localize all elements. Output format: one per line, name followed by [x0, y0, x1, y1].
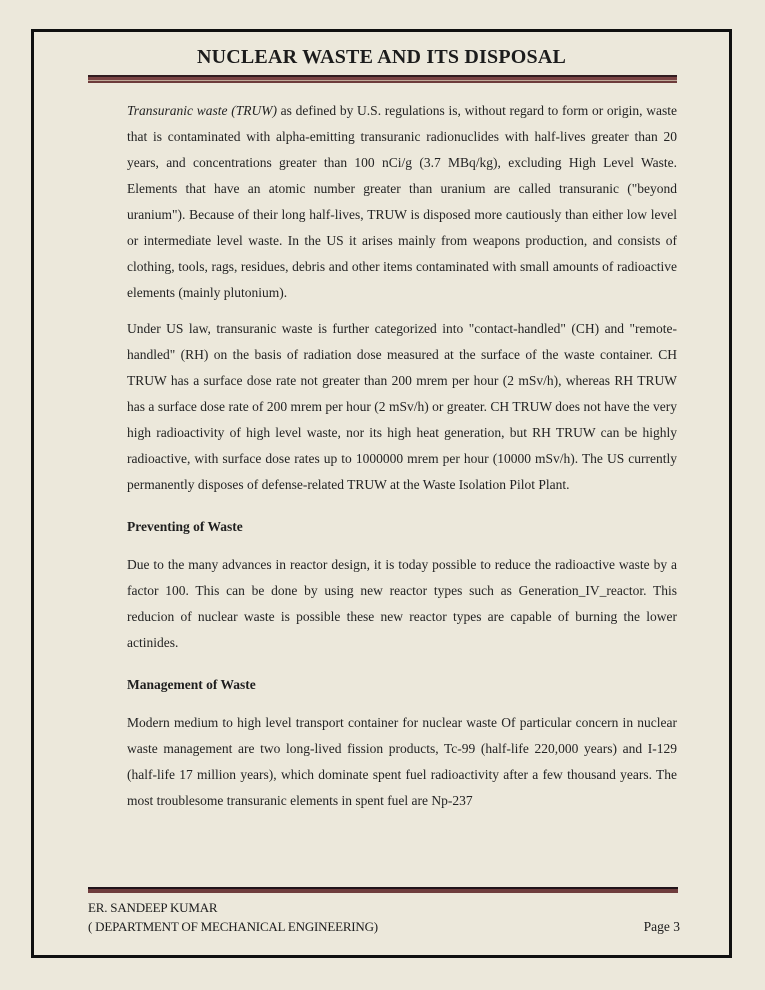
paragraph-preventing-waste: Due to the many advances in reactor design, it is today possible to reduce the radioactive waste by a factor 100. This can be done by using new reactor types such as Generation_IV_reactor. This reducion of nuclear waste is possible these new reactor types are capable of burning the lower actinides. [127, 557, 677, 650]
document-body [127, 98, 677, 814]
title-divider-rule [88, 75, 677, 84]
footer-divider-rule [88, 887, 678, 893]
page-title: NUCLEAR WASTE AND ITS DISPOSAL [196, 46, 567, 68]
footer-credits [88, 898, 378, 936]
footer-page-number: Page 3 [643, 919, 680, 934]
paragraph-management-waste: Modern medium to high level transport container for nuclear waste Of particular concern in nuclear waste management are two long-lived fission products, Tc-99 (half-life 220,000 years) and I-129 (half-life 17 million years), which dominate spent fuel radioactivity after a few thousand years. The most troublesome transuranic elements in spent fuel are Np-237 [127, 715, 677, 808]
page-border-frame [31, 29, 732, 958]
paragraph-lead-italic: Transuranic waste (TRUW) [127, 103, 277, 118]
paragraph-transuranic-definition [127, 98, 677, 306]
section-heading-management-of-waste: Management of Waste [127, 677, 256, 692]
section-heading-preventing-of-waste: Preventing of Waste [127, 519, 243, 534]
paragraph-transuranic-text: as defined by U.S. regulations is, without regard to form or origin, waste that is contaminated with alpha-emitting transuranic radionuclides with half-lives greater than 20 years, and concentrations greater than 100 nCi/g (3.7 MBq/kg), excluding High Level Waste. Elements that have an atomic number greater than uranium are called transuranic ("beyond uranium"). Because of their long half-lives, TRUW is disposed more cautiously than either low level or intermediate level waste. In the US it arises mainly from weapons production, and consists of clothing, tools, rags, residues, debris and other items contaminated with small amounts of radioactive elements (mainly plutonium). [127, 103, 677, 300]
page-footer [88, 887, 680, 936]
footer-department: ( DEPARTMENT OF MECHANICAL ENGINEERING) [88, 919, 378, 934]
paragraph-us-law-categories: Under US law, transuranic waste is further categorized into "contact-handled" (CH) and "remote-handled" (RH) on the basis of radiation dose measured at the surface of the waste container. CH TRUW has a surface dose rate not greater than 200 mrem per hour (2 mSv/h), whereas RH TRUW has a surface dose rate of 200 mrem per hour (2 mSv/h) or greater. CH TRUW does not have the very high radioactivity of high level waste, nor its high heat generation, but RH TRUW can be highly radioactive, with surface dose rates up to 1000000 mrem per hour (10000 mSv/h). The US currently permanently disposes of defense-related TRUW at the Waste Isolation Pilot Plant. [127, 321, 677, 492]
footer-author: ER. SANDEEP KUMAR [88, 900, 218, 915]
footer-row [88, 898, 680, 936]
